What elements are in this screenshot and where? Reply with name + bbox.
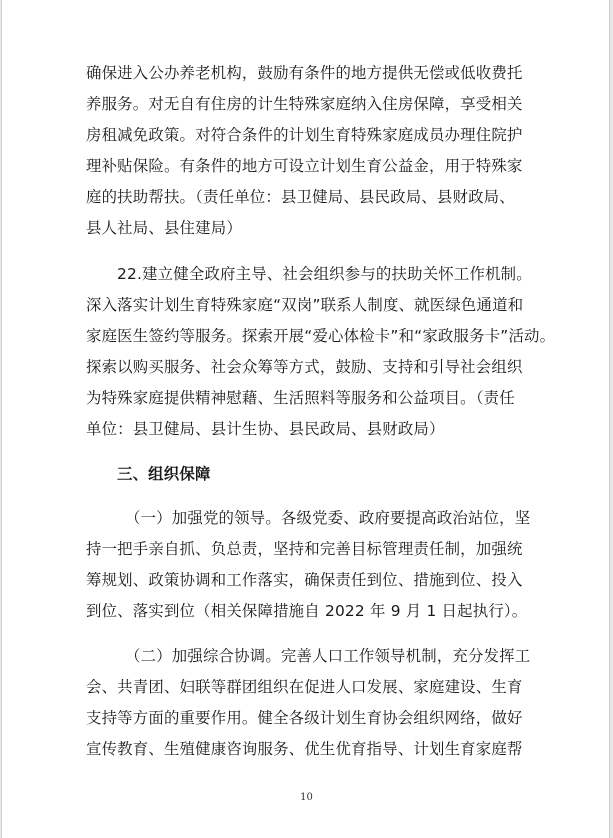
paragraph-21-continuation: [86, 58, 556, 244]
section-heading: 三、组织保障: [117, 465, 211, 483]
text-line: 深入落实计划生育特殊家庭“双岗”联系人制度、就医绿色通道和: [86, 296, 524, 314]
text-line: 家庭医生签约等服务。探索开展“爱心体检卡”和“家政服务卡”活动。: [86, 327, 556, 345]
page-number: 10: [300, 792, 313, 803]
text-line: 筹规划、政策协调和工作落实，确保责任到位、措施到位、投入: [86, 571, 523, 589]
text-line: 县人社局、县住建局）: [86, 219, 242, 237]
text-line: 确保进入公办养老机构，鼓励有条件的地方提供无偿或低收费托: [86, 64, 523, 82]
text-line: 理补贴保险。有条件的地方可设立计划生育公益金，用于特殊家: [86, 157, 523, 175]
text-line: 持一把手亲自抓、负总责，坚持和完善目标管理责任制，加强统: [86, 540, 523, 558]
paragraph-22: [86, 259, 556, 445]
text-line: 22.建立健全政府主导、社会组织参与的扶助关怀工作机制。: [117, 265, 532, 283]
text-line: （一）加强党的领导。各级党委、政府要提高政治站位，坚: [125, 509, 531, 527]
text-line: 房租减免政策。对符合条件的计划生育特殊家庭成员办理住院护: [86, 126, 523, 144]
text-line: 养服务。对无自有住房的计生特殊家庭纳入住房保障，享受相关: [86, 95, 523, 113]
document-body: [86, 58, 556, 765]
text-line: 支持等方面的重要作用。健全各级计划生育协会组织网络，做好: [86, 709, 523, 727]
paragraph-party-leadership: [86, 503, 556, 627]
text-line: 到位、落实到位（相关保障措施自 2022 年 9 月 1 日起执行）。: [86, 602, 528, 620]
text-line: 庭的扶助帮扶。（责任单位：县卫健局、县民政局、县财政局、: [86, 188, 515, 206]
text-line: 为特殊家庭提供精神慰藉、生活照料等服务和公益项目。（责任: [86, 389, 515, 407]
document-page: [1, 0, 610, 838]
text-line: 单位：县卫健局、县计生协、县民政局、县财政局）: [86, 420, 445, 438]
text-line: 宣传教育、生殖健康咨询服务、优生优育指导、计划生育家庭帮: [86, 740, 523, 758]
text-line: 探索以购买服务、社会众筹等方式，鼓励、支持和引导社会组织: [86, 358, 523, 376]
text-line: （二）加强综合协调。完善人口工作领导机制，充分发挥工: [125, 647, 531, 665]
paragraph-coordination: [86, 641, 556, 765]
text-line: 会、共青团、妇联等群团组织在促进人口发展、家庭建设、生育: [86, 678, 523, 696]
